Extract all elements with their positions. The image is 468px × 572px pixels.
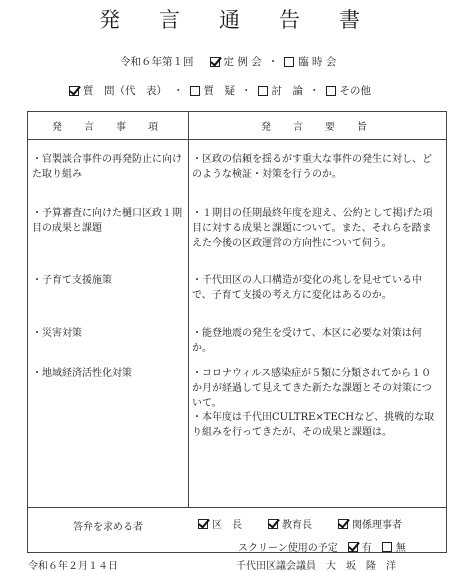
other-checkbox[interactable] (326, 86, 336, 96)
mayor-label: 区 長 (212, 520, 242, 531)
separator-dot: ・ (241, 85, 252, 97)
table-row-gist: ・本年度は千代田CULTRE×TECHなど、挑戦的な取り組みを行ってきたが、その成果と課題は。 (192, 412, 435, 438)
question-label: 質 問（代 表） (83, 85, 167, 97)
table-row-gist: ・コロナウィルス感染症が５類に分類されてから１０か月が経過して見えてきた新たな課題とその対策について。 (192, 368, 432, 409)
screen-no-checkbox[interactable] (382, 542, 392, 552)
table-row-gist: ・千代田区の人口構造が変化の兆しを見せている中で、子育て支援の考え方に変化はあるのか。 (192, 275, 422, 301)
answer-options (198, 516, 428, 531)
superintendent-label: 教育長 (282, 520, 312, 531)
debate-checkbox[interactable] (258, 86, 268, 96)
document-title: 発 言 通 告 書 (99, 8, 369, 32)
table-row-gist: ・区政の信頼を揺るがす重大な事件の発生に対し、どのような検証・対策を行うのか。 (192, 154, 432, 180)
table-row-item: ・予算審査に向けた樋口区政１期目の成果と課題 (32, 208, 182, 234)
table-row-item: ・官製談合事件の再発防止に向けた取り組み (32, 154, 182, 180)
column-header-gist: 発 言 要 旨 (261, 122, 373, 133)
screen-usage-row (238, 539, 406, 554)
table-row-gist: ・１期目の任期最終年度を迎え、公約として掲げた項目に対する成果と課題について。また、それらを踏まえた今後の区政運営の方向性について伺う。 (192, 208, 433, 249)
screen-yes-checkbox[interactable] (348, 542, 358, 552)
column-header-items: 発 言 事 項 (52, 122, 164, 133)
screen-no-label: 無 (395, 543, 406, 554)
meeting-number: 令和６年第１回 (120, 56, 194, 68)
submission-date: 令和６年２月１４日 (28, 561, 118, 572)
separator-dot: ・ (309, 85, 320, 97)
inquiry-label: 質 疑 (203, 85, 235, 97)
council-member-name: 千代田区議会議員 大 坂 隆 洋 (236, 561, 396, 572)
other-label: その他 (339, 85, 371, 97)
debate-label: 討 論 (271, 85, 303, 97)
related-officials-label: 関係理事者 (352, 520, 402, 531)
regular-session-label: 定 例 会 (223, 56, 262, 68)
answer-label: 答弁を求める者 (73, 522, 143, 533)
screen-yes-label: 有 (361, 543, 372, 554)
mayor-checkbox[interactable] (198, 519, 208, 529)
regular-session-checkbox[interactable] (210, 57, 220, 67)
table-row-item: ・地域経済活性化対策 (32, 368, 132, 379)
separator-dot: ・ (267, 56, 279, 68)
session-row (120, 54, 336, 69)
separator-dot: ・ (173, 85, 184, 97)
notice-table (27, 111, 447, 553)
superintendent-checkbox[interactable] (268, 519, 278, 529)
extraordinary-session-label: 臨 時 会 (298, 56, 337, 68)
screen-usage-label: スクリーン使用の予定 (238, 543, 338, 554)
question-checkbox[interactable] (69, 86, 79, 96)
column-divider (188, 112, 189, 507)
type-row (69, 83, 371, 98)
inquiry-checkbox[interactable] (190, 86, 200, 96)
header-divider (28, 139, 446, 140)
related-officials-checkbox[interactable] (338, 519, 348, 529)
footer-divider (28, 507, 446, 508)
extraordinary-session-checkbox[interactable] (284, 57, 294, 67)
table-row-gist: ・能登地震の発生を受けて、本区に必要な対策は何か。 (192, 328, 422, 354)
table-row-item: ・子育て支援施策 (32, 275, 112, 286)
table-row-item: ・災害対策 (32, 328, 82, 339)
